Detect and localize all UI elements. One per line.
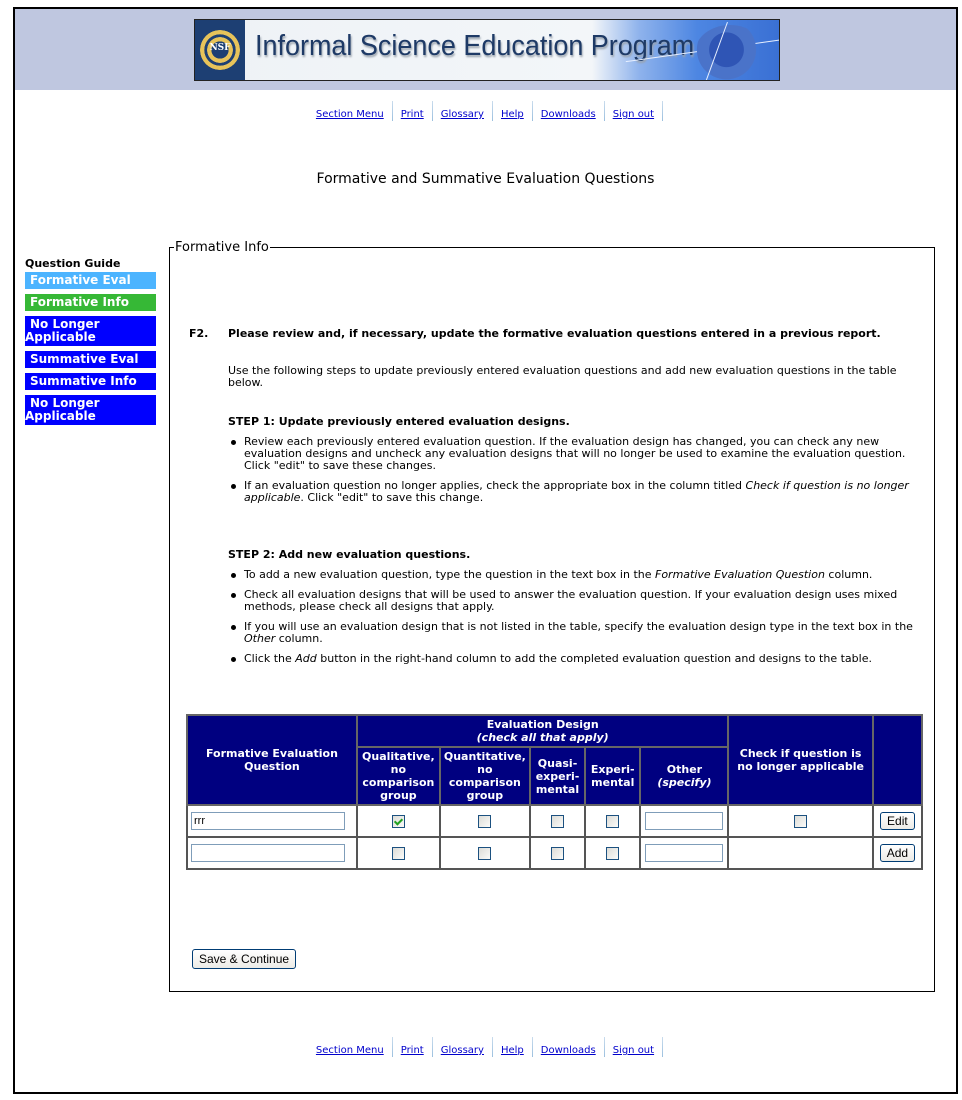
col-action (873, 715, 922, 805)
question-number: F2. (189, 327, 209, 340)
group-title: Evaluation Design (486, 718, 599, 731)
sidebar-item-summative-info[interactable]: Summative Info (25, 373, 156, 390)
panel-legend: Formative Info (175, 240, 269, 255)
nav-help[interactable]: Help (500, 109, 524, 120)
nav-print[interactable]: Print (400, 109, 424, 120)
qualitative-checkbox[interactable] (392, 847, 405, 860)
bullet-emphasis: Add (295, 652, 317, 665)
nav-separator (662, 101, 663, 121)
bullet-text: To add a new evaluation question, type the question in the text box in the (244, 568, 655, 581)
sidebar-item-label: No Longer (30, 396, 100, 410)
step1-title: STEP 1: Update previously entered evaluation designs. (228, 415, 570, 428)
step2-bullet (228, 653, 918, 665)
table-row (187, 837, 922, 869)
col-other-sub: (specify) (657, 776, 712, 789)
qualitative-checkbox[interactable] (392, 815, 405, 828)
molecule-graphic (695, 25, 765, 80)
col-other-label: Other (666, 763, 703, 776)
evaluation-questions-table (186, 714, 923, 870)
nav-glossary[interactable]: Glossary (440, 1045, 484, 1056)
sidebar-item-formative-info[interactable]: Formative Info (25, 294, 156, 311)
formative-info-panel (169, 240, 935, 992)
sidebar-item-formative-no-longer-applicable[interactable] (25, 316, 156, 346)
page-title: Formative and Summative Evaluation Questions (316, 171, 655, 187)
step1-bullet (228, 480, 918, 504)
nav-separator (662, 1037, 663, 1057)
nav-sign-out[interactable]: Sign out (612, 1045, 655, 1056)
sidebar-item-formative-eval[interactable]: Formative Eval (25, 272, 156, 289)
top-nav (15, 101, 956, 121)
sidebar-item-label: Applicable (25, 330, 96, 344)
group-subtitle: (check all that apply) (476, 731, 609, 744)
col-other (640, 747, 728, 805)
empty-cell (728, 837, 872, 869)
nav-glossary[interactable]: Glossary (440, 109, 484, 120)
nav-sign-out[interactable]: Sign out (612, 109, 655, 120)
col-qualitative: Qualitative, no comparison group (357, 747, 440, 805)
add-button[interactable]: Add (880, 844, 915, 862)
program-banner (194, 19, 780, 81)
sidebar-item-summative-no-longer-applicable[interactable] (25, 395, 156, 425)
question-text: Please review and, if necessary, update the formative evaluation questions entered in a previous report. (228, 327, 881, 340)
bottom-nav (15, 1037, 956, 1057)
quasi-experimental-checkbox[interactable] (551, 847, 564, 860)
question-guide-sidebar (25, 257, 156, 430)
col-quantitative: Quantitative, no comparison group (440, 747, 530, 805)
question-input[interactable] (191, 812, 345, 830)
nav-print[interactable]: Print (400, 1045, 424, 1056)
banner-title: Informal Science Education Program (255, 30, 695, 62)
bullet-text: If you will use an evaluation design that is not listed in the table, specify the evaluation design type in the text box in the (244, 620, 913, 633)
bullet-emphasis: Other (244, 632, 276, 645)
nav-downloads[interactable]: Downloads (540, 109, 596, 120)
intro-text: Use the following steps to update previously entered evaluation questions and add new evaluation questions in the table below. (228, 364, 897, 389)
new-question-input[interactable] (191, 844, 345, 862)
step1-bullets (228, 436, 918, 512)
quasi-experimental-checkbox[interactable] (551, 815, 564, 828)
experimental-checkbox[interactable] (606, 815, 619, 828)
no-longer-applicable-checkbox[interactable] (794, 815, 807, 828)
bullet-text: . Click "edit" to save this change. (300, 491, 484, 504)
step2-bullet: Check all evaluation designs that will be used to answer the evaluation question. If your evaluation design uses mixed methods, please check all designs that apply. (228, 589, 918, 613)
nav-help[interactable]: Help (500, 1045, 524, 1056)
bullet-emphasis: Check if question is no longer applicable (244, 479, 909, 504)
other-input[interactable] (645, 812, 723, 830)
bullet-text: button in the right-hand column to add the completed evaluation question and designs to the table. (316, 652, 872, 665)
step2-bullet (228, 621, 918, 645)
bullet-text: column. (824, 568, 873, 581)
bullet-text: If an evaluation question no longer applies, check the appropriate box in the column titled (244, 479, 746, 492)
edit-button[interactable]: Edit (880, 812, 915, 830)
save-continue-button[interactable]: Save & Continue (192, 949, 296, 969)
bullet-text: column. (275, 632, 323, 645)
sidebar-item-label: No Longer (30, 317, 100, 331)
nsf-seal-text: NSF (209, 43, 231, 53)
step2-bullets (228, 569, 918, 673)
col-experimental: Experi-mental (585, 747, 640, 805)
sidebar-item-label: Applicable (25, 409, 96, 423)
col-quasi-experimental: Quasi-experi-mental (530, 747, 585, 805)
question-guide-label: Question Guide (25, 257, 121, 270)
step1-bullet: Review each previously entered evaluation question. If the evaluation design has changed, you can check any new evaluation designs and uncheck any evaluation designs that will no longer be used to examine the evaluation question. Click "edit" to save these changes. (228, 436, 918, 472)
nav-downloads[interactable]: Downloads (540, 1045, 596, 1056)
nav-section-menu[interactable]: Section Menu (315, 109, 384, 120)
nsf-seal-logo (195, 20, 245, 80)
table-row (187, 805, 922, 837)
bullet-text: Click the (244, 652, 296, 665)
new-other-input[interactable] (645, 844, 723, 862)
nav-section-menu[interactable]: Section Menu (315, 1045, 384, 1056)
col-group-evaluation-design (357, 715, 729, 747)
bullet-emphasis: Formative Evaluation Question (655, 568, 825, 581)
header-band (15, 9, 956, 90)
col-formative-question: Formative Evaluation Question (187, 715, 357, 805)
step2-title: STEP 2: Add new evaluation questions. (228, 548, 471, 561)
quantitative-checkbox[interactable] (478, 847, 491, 860)
col-no-longer-applicable: Check if question is no longer applicable (728, 715, 872, 805)
quantitative-checkbox[interactable] (478, 815, 491, 828)
sidebar-item-summative-eval[interactable]: Summative Eval (25, 351, 156, 368)
page-frame (13, 7, 958, 1094)
experimental-checkbox[interactable] (606, 847, 619, 860)
step2-bullet (228, 569, 918, 581)
